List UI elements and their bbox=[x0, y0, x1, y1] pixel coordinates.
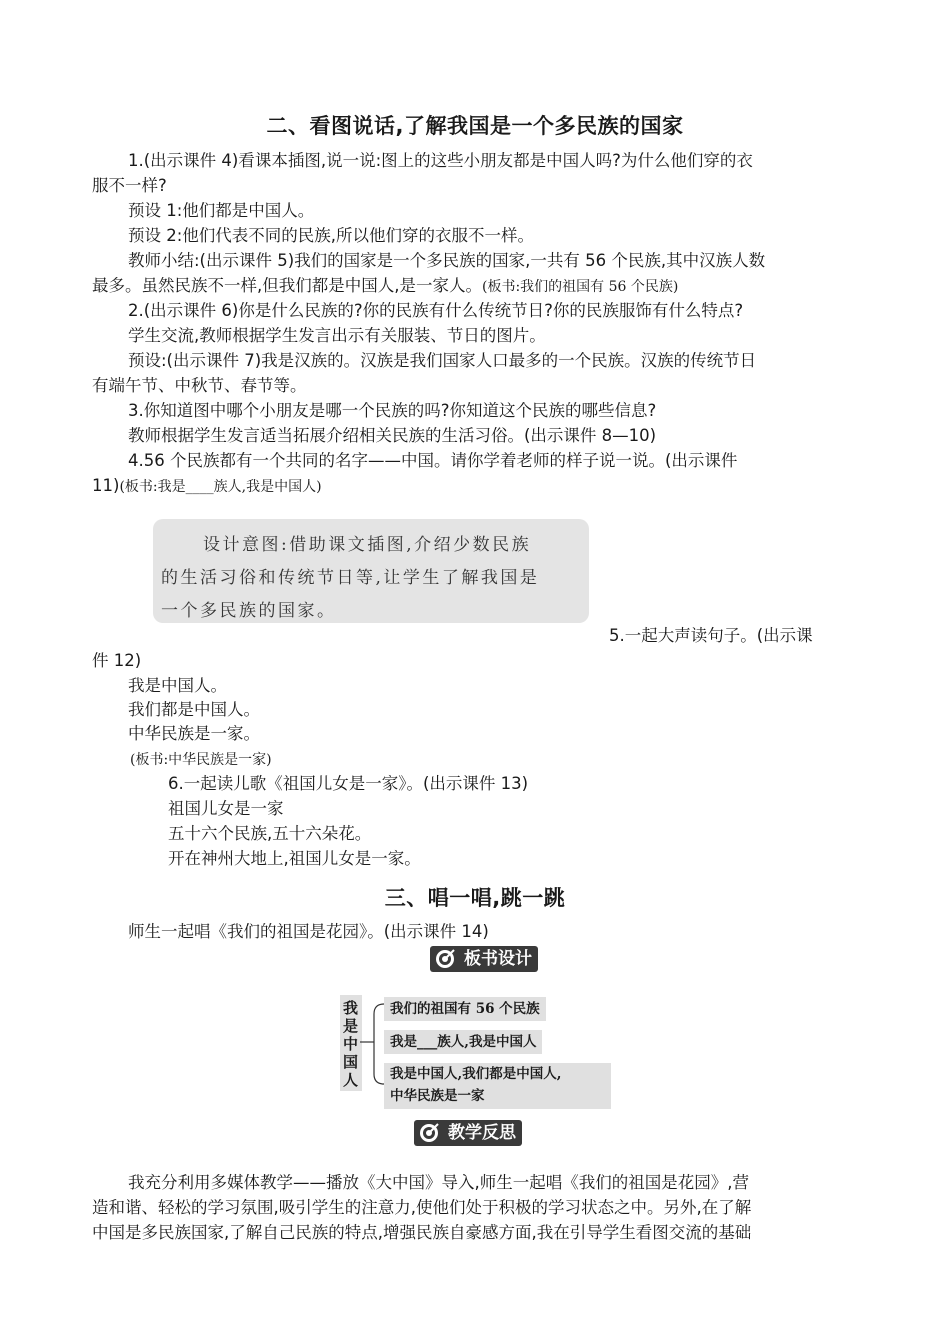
reflection-line-1: 我充分利用多媒体教学——播放《大中国》导入,师生一起唱《我们的祖国是花园》,营 bbox=[128, 1173, 749, 1192]
student-exchange: 学生交流,教师根据学生发言出示有关服装、节日的图片。 bbox=[128, 326, 546, 345]
teacher-summary-line-2 bbox=[92, 274, 678, 299]
board-root-char-4: 国 bbox=[343, 1053, 359, 1071]
board-item-2: 我是___族人,我是中国人 bbox=[384, 1030, 542, 1054]
paragraph-6: 6.一起读儿歌《祖国儿女是一家》。(出示课件 13) bbox=[168, 774, 529, 793]
board-item-3-line-2: 中华民族是一家 bbox=[390, 1088, 485, 1104]
section-3-heading: 三、唱一唱,跳一跳 bbox=[384, 886, 566, 910]
section-2-heading: 二、看图说话,了解我国是一个多民族的国家 bbox=[266, 114, 684, 138]
reflection-badge bbox=[414, 1120, 522, 1146]
paragraph-1-line-1: 1.(出示课件 4)看课本插图,说一说:图上的这些小朋友都是中国人吗?为什么他们穿的衣 bbox=[128, 151, 753, 170]
design-intent-line-2: 的生活习俗和传统节日等,让学生了解我国是 bbox=[161, 568, 540, 588]
read-sentence-2: 我们都是中国人。 bbox=[128, 700, 260, 719]
board-root-char-2: 是 bbox=[343, 1017, 359, 1035]
paragraph-1-line-2: 服不一样? bbox=[92, 176, 167, 195]
design-intent-line-3: 一个多民族的国家。 bbox=[161, 601, 337, 621]
teacher-summary-text: 最多。虽然民族不一样,但我们都是中国人,是一家人。 bbox=[92, 276, 482, 295]
reflection-line-2: 造和谐、轻松的学习氛围,吸引学生的注意力,使他们处于积极的学习状态之中。另外,在了解 bbox=[92, 1198, 752, 1217]
section-3-paragraph: 师生一起唱《我们的祖国是花园》。(出示课件 14) bbox=[128, 922, 489, 941]
paragraph-3: 3.你知道图中哪个小朋友是哪一个民族的吗?你知道这个民族的哪些信息? bbox=[128, 401, 657, 420]
board-item-3-line-1: 我是中国人,我们都是中国人, bbox=[390, 1066, 562, 1082]
preset-3-line-2: 有端午节、中秋节、春节等。 bbox=[92, 376, 307, 395]
board-root-char-5: 人 bbox=[343, 1071, 359, 1089]
target-icon bbox=[434, 948, 456, 970]
reflection-line-3: 中国是多民族国家,了解自己民族的特点,增强民族自豪感方面,我在引导学生看图交流的基础 bbox=[92, 1223, 752, 1242]
poem-line-3: 开在神州大地上,祖国儿女是一家。 bbox=[168, 849, 421, 868]
paragraph-4-line-1: 4.56 个民族都有一个共同的名字——中国。请你学着老师的样子说一说。(出示课件 bbox=[128, 451, 738, 470]
paragraph-5-line-1: 5.一起大声读句子。(出示课 bbox=[609, 626, 813, 645]
board-root-char-3: 中 bbox=[343, 1035, 359, 1053]
preset-1: 预设 1:他们都是中国人。 bbox=[128, 201, 315, 220]
board-note-unity: (板书:中华民族是一家) bbox=[130, 752, 272, 768]
board-note-56: (板书:我们的祖国有 56 个民族) bbox=[482, 279, 679, 295]
paragraph-3-teacher: 教师根据学生发言适当拓展介绍相关民族的生活习俗。(出示课件 8—10) bbox=[128, 426, 657, 445]
board-root-char-1: 我 bbox=[343, 999, 359, 1017]
paragraph-4-line-2 bbox=[92, 474, 322, 499]
paragraph-5-line-2: 件 12) bbox=[92, 651, 142, 670]
design-intent-line-1: 设计意图:借助课文插图,介绍少数民族 bbox=[203, 535, 532, 555]
board-note-ethnic: (板书:我是____族人,我是中国人) bbox=[119, 479, 322, 495]
paragraph-2: 2.(出示课件 6)你是什么民族的?你的民族有什么传统节日?你的民族服饰有什么特点? bbox=[128, 301, 744, 320]
teacher-summary-line-1: 教师小结:(出示课件 5)我们的国家是一个多民族的国家,一共有 56 个民族,其中汉族人数 bbox=[128, 251, 766, 270]
paragraph-4-tail: 11) bbox=[92, 476, 120, 495]
target-icon bbox=[418, 1122, 440, 1144]
preset-3-line-1: 预设:(出示课件 7)我是汉族的。汉族是我们国家人口最多的一个民族。汉族的传统节日 bbox=[128, 351, 757, 370]
read-sentence-1: 我是中国人。 bbox=[128, 676, 227, 695]
preset-2: 预设 2:他们代表不同的民族,所以他们穿的衣服不一样。 bbox=[128, 226, 535, 245]
reflection-title: 教学反思 bbox=[448, 1123, 516, 1143]
board-item-1: 我们的祖国有 56 个民族 bbox=[384, 997, 546, 1021]
board-item-3 bbox=[384, 1063, 611, 1109]
read-sentence-3: 中华民族是一家。 bbox=[128, 724, 260, 743]
board-design-badge bbox=[430, 946, 538, 972]
poem-line-1: 祖国儿女是一家 bbox=[168, 799, 284, 818]
board-design-title: 板书设计 bbox=[464, 949, 532, 969]
poem-line-2: 五十六个民族,五十六朵花。 bbox=[168, 824, 372, 843]
